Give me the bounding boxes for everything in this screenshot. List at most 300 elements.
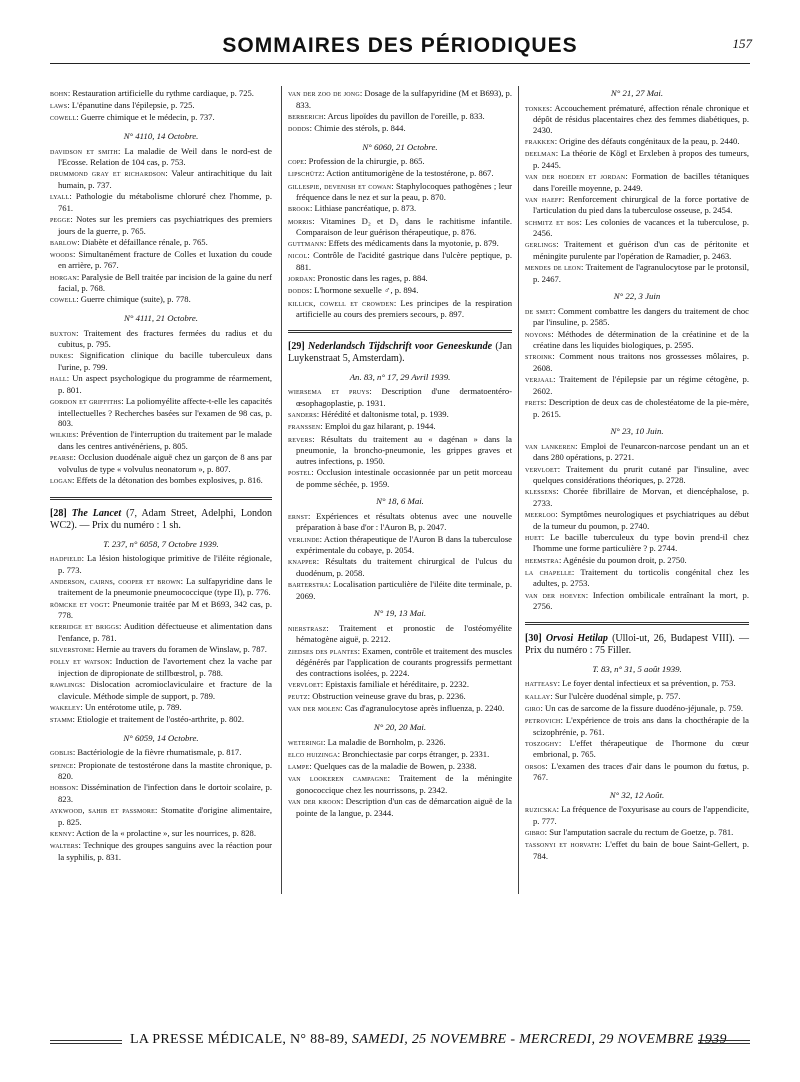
entry-title: : Valeur antirachitique du lait humain, p. 737.	[58, 168, 272, 190]
abstract-entry	[288, 773, 512, 795]
issue-heading: N° 20, 20 Mai.	[373, 721, 427, 732]
entry-title: : Traitement et guérison d'un cas de péritonite et méningite purulente par l'opération de Ramadier, p. 2463.	[533, 239, 749, 261]
entry-title: : Simultanément fracture de Colles et luxation du coude en arrière, p. 767.	[58, 248, 272, 271]
entry-authors: dukes	[50, 351, 72, 361]
entry-list	[288, 156, 512, 320]
entry-list	[50, 146, 272, 306]
entry-authors: dodds	[288, 123, 310, 133]
entry-title: : Technique des groupes sanguins avec la réaction pour la syphilis, p. 831.	[58, 840, 272, 862]
entry-authors: lyall	[50, 192, 70, 202]
journal-number: [28]	[50, 507, 67, 519]
entry-title: : Contrôle de l'acidité gastrique dans l'ulcère peptique, p. 881.	[296, 250, 512, 273]
abstract-entry	[50, 294, 272, 306]
abstract-entry	[525, 567, 749, 589]
abstract-entry	[525, 148, 749, 170]
journal-address: (7, Adam Street, Adelphi, London WC2). — Prix du numéro : 1 sh.	[50, 507, 273, 531]
abstract-entry	[288, 216, 512, 238]
entry-title: : Origine des défauts congénitaux de la peau, p. 2440.	[554, 135, 740, 146]
entry-title: : Infection ombilicale entraînant la mort, p. 2756.	[533, 589, 749, 612]
abstract-entry	[50, 100, 272, 112]
entry-authors: davidson et smith	[50, 146, 118, 156]
abstract-entry	[288, 434, 512, 467]
entry-title: : Chimie des stérols, p. 844.	[309, 122, 406, 133]
entry-authors: van lankeren	[525, 441, 576, 451]
issue-heading: N° 19, 13 Mai.	[373, 608, 427, 619]
entry-authors: jordan	[288, 274, 313, 284]
entry-authors: klessens	[525, 487, 557, 497]
entry-authors: wilkies	[50, 430, 77, 440]
entry-list	[525, 441, 749, 612]
entry-authors: nicol	[288, 251, 308, 261]
entry-authors: folly et watson	[50, 657, 110, 667]
abstract-entry	[525, 103, 749, 136]
entry-title: : Le bacille tuberculeux du type bovin prend-il chez l'homme une forme particulière ? p. 2744.	[533, 531, 749, 554]
footer-rule	[50, 1040, 122, 1044]
issue-heading: N° 23, 10 Juin.	[610, 426, 664, 437]
abstract-entry	[50, 249, 272, 271]
entry-authors: ziedses des plantes	[288, 646, 358, 656]
entry-authors: wiersema et pruys	[288, 387, 370, 397]
abstract-entry	[288, 534, 512, 556]
entry-authors: weteringi	[288, 737, 324, 747]
entry-title: : Traitement du torticolis congénital chez les adultes, p. 2753.	[533, 566, 749, 589]
entry-authors: lipschütz	[288, 169, 323, 179]
page-title: SOMMAIRES DES PÉRIODIQUES	[222, 34, 578, 57]
abstract-entry	[50, 237, 272, 249]
entry-title: : Résultats du traitement au « dagénan » dans la pneumonie, la broncho-pneumonie, les grippes graves et autres infections, p. 1950.	[296, 433, 512, 466]
entry-authors: buxton	[50, 328, 77, 338]
entry-authors: gillespie, devenish et cowan	[288, 181, 392, 191]
entry-title: : Méthodes de détermination de la créatinine et de la créatine dans les liquides biologiques, p. 2595.	[533, 328, 749, 351]
entry-authors: rawlings	[50, 680, 83, 690]
entry-authors: cowell	[50, 295, 77, 305]
abstract-entry	[525, 329, 749, 351]
entry-title: : Occlusion duodénale aiguë chez un garçon de 8 ans par volvulus de type « volvulus neonatorum », p. 807.	[58, 452, 272, 474]
abstract-entry	[288, 623, 512, 645]
entry-title: : Formation de bacilles tétaniques dans l'oreille moyenne, p. 2449.	[533, 170, 749, 193]
entry-title: : Action de la « prolactine », sur les nourrices, p. 828.	[72, 827, 257, 838]
issue-heading: N° 6060, 21 Octobre.	[362, 141, 438, 152]
abstract-entry	[50, 553, 272, 575]
journal-number: [29]	[288, 340, 305, 352]
entry-authors: orsos	[525, 761, 546, 771]
entry-authors: petrovich	[525, 715, 561, 725]
abstract-entry	[50, 396, 272, 429]
entry-authors: lampe	[288, 761, 310, 771]
footer-dates: SAMEDI, 25 NOVEMBRE - MERCREDI, 29 NOVEMBRE 1939	[351, 1032, 727, 1047]
entry-authors: wakeley	[50, 702, 81, 712]
footer-text	[130, 1032, 727, 1048]
entry-authors: elco huizinga	[288, 749, 338, 759]
entry-title: : Pronostic dans les rages, p. 884.	[312, 273, 428, 284]
entry-authors: walters	[50, 841, 79, 851]
entry-authors: römcke et vogt	[50, 599, 108, 609]
entry-title: : Effets des médicaments dans la myotonie, p. 879.	[323, 238, 499, 249]
entry-title: : Un aspect psychologique du programme de réarmement, p. 801.	[58, 373, 272, 395]
abstract-entry	[525, 590, 749, 612]
entry-authors: anderson, cairns, cooper et brown	[50, 576, 181, 586]
entry-authors: frets	[525, 397, 545, 407]
footer-rule	[698, 1040, 750, 1044]
entry-title: : Etiologie et traitement de l'ostéo-arthrite, p. 802.	[72, 714, 244, 725]
entry-title: : Emploi du gaz hilarant, p. 1944.	[320, 421, 436, 432]
column-1	[50, 88, 272, 863]
entry-authors: deelman	[525, 149, 556, 159]
abstract-entry	[50, 475, 272, 487]
entry-authors: hall	[50, 374, 67, 384]
entry-title: : Traitement de l'agranulocytose par le protonsil, p. 2467.	[533, 262, 749, 284]
abstract-entry	[288, 168, 512, 180]
entry-title: : La sulfapyridine dans le traitement de la pneumonie pneumococcique (type II), p. 776.	[58, 575, 273, 598]
abstract-entry	[50, 621, 272, 643]
entry-title: : Emploi de l'eunarcon-narcose pendant un an et dans 280 opérations, p. 2721.	[533, 440, 749, 463]
entry-list	[288, 737, 512, 819]
journal-heading	[288, 341, 512, 365]
entry-authors: verlinde	[288, 534, 320, 544]
entry-authors: ernst	[288, 511, 309, 521]
abstract-entry	[50, 805, 272, 827]
journal-name: Nederlandsch Tijdschrift voor Geneeskunde	[308, 340, 493, 352]
abstract-entry	[288, 156, 512, 168]
entry-authors: aykwood, sahib et passmore	[50, 806, 155, 816]
entry-title: : Paralysie de Bell traitée par incision de la gaine du nerf facial, p. 768.	[58, 271, 272, 294]
entry-title: : L'effet du bain de boue Saint-Gellert, p. 784.	[533, 839, 750, 861]
entry-authors: van der zoo de jong	[288, 89, 360, 98]
issue-heading: T. 237, n° 6058, 7 Octobre 1939.	[103, 538, 219, 549]
abstract-entry	[525, 839, 749, 861]
abstract-entry	[525, 397, 749, 419]
entry-list	[50, 747, 272, 862]
entry-list	[525, 306, 749, 419]
entry-title: : Les colonies de vacances et la tuberculose, p. 2456.	[533, 216, 749, 239]
entry-authors: pearse	[50, 453, 74, 463]
entry-authors: logan	[50, 475, 72, 485]
abstract-entry	[525, 441, 749, 463]
entry-title: : Sur l'ulcère duodénal simple, p. 757.	[550, 690, 681, 701]
entry-authors: bohn	[50, 89, 68, 98]
entry-authors: berberich	[288, 111, 324, 121]
abstract-entry	[288, 511, 512, 533]
abstract-entry	[525, 262, 749, 284]
entry-authors: postel	[288, 467, 312, 477]
entry-authors: frakken	[525, 136, 555, 146]
abstract-entry	[525, 136, 749, 148]
abstract-entry	[288, 250, 512, 272]
entry-authors: goblis	[50, 748, 73, 758]
issue-heading: N° 6059, 14 Octobre.	[123, 732, 199, 743]
issue-heading: N° 4110, 14 Octobre.	[123, 130, 199, 141]
entry-list	[525, 103, 749, 285]
entry-authors: laws	[50, 101, 68, 111]
entry-title: : Traitement et pronostic de l'ostéomyélite hématogène aiguë, p. 2212.	[296, 622, 512, 645]
header-rule	[50, 63, 750, 64]
entry-title: : La maladie de Weil dans le nord-est de l'Ecosse. Relation de 104 cas, p. 753.	[58, 145, 272, 168]
column-2	[288, 88, 512, 819]
abstract-entry	[288, 409, 512, 421]
abstract-entry	[288, 273, 512, 285]
issue-heading: N° 32, 12 Août.	[609, 789, 665, 800]
abstract-entry	[50, 599, 272, 621]
abstract-entry	[50, 88, 272, 100]
abstract-entry	[525, 532, 749, 554]
section-divider	[525, 622, 749, 625]
entry-authors: silverstone	[50, 645, 92, 655]
entry-title: : La poliomyélite affecte-t-elle les capacités intellectuelles ? Recherches basées sur l'examen de 98 cas, p. 803.	[58, 395, 272, 429]
entry-title: : Résultats du traitement chirurgical de l'ulcus du duodénum, p. 2058.	[296, 556, 512, 578]
entry-authors: stamm	[50, 715, 73, 725]
entry-title: : Guerre chimique et le médecin, p. 737.	[76, 112, 215, 123]
abstract-entry	[288, 123, 512, 135]
abstract-entry	[50, 840, 272, 862]
entry-authors: van der hoeden et jordan	[525, 171, 626, 181]
abstract-entry	[50, 146, 272, 168]
abstract-entry	[525, 351, 749, 373]
journal-number: [30]	[525, 632, 542, 644]
entry-title: : Action antitumorigène de la testostérone, p. 867.	[322, 168, 494, 179]
abstract-entry	[525, 217, 749, 239]
abstract-entry	[525, 171, 749, 193]
abstract-entry	[50, 214, 272, 236]
abstract-entry	[288, 111, 512, 123]
footer-journal: LA PRESSE MÉDICALE, N°	[130, 1032, 307, 1047]
abstract-entry	[288, 386, 512, 408]
entry-title: : Obstruction veineuse grave du bras, p. 2236.	[307, 691, 466, 702]
entry-authors: vervloet	[525, 464, 558, 474]
entry-title: : Expériences et résultats obtenus avec une nouvelle préparation à base d'or : l'Auron B, p. 2047.	[296, 510, 512, 533]
entry-list	[525, 804, 749, 861]
issue-heading: T. 83, n° 31, 5 août 1939.	[592, 663, 682, 674]
entry-title: : La théorie de Kögl et Erxleben à propos des tumeurs, p. 2445.	[533, 148, 749, 170]
entry-title: : La fréquence de l'oxyurisase au cours de l'appendicite, p. 777.	[533, 804, 749, 826]
abstract-entry	[50, 644, 272, 656]
journal-address: (Jan Luykenstraat 5, Amsterdam).	[288, 340, 513, 364]
issue-heading: N° 22, 3 Juin	[613, 291, 661, 302]
entry-title: : Epistaxis familiale et héréditaire, p. 2232.	[320, 679, 469, 689]
entry-title: : Lithiase pancréatique, p. 873.	[310, 203, 417, 214]
entry-list	[50, 553, 272, 726]
abstract-entry	[50, 328, 272, 350]
entry-authors: giro	[525, 703, 541, 713]
abstract-entry	[288, 203, 512, 215]
entry-list	[288, 511, 512, 602]
entry-list	[288, 88, 512, 135]
abstract-entry	[50, 782, 272, 804]
entry-authors: spence	[50, 760, 74, 770]
entry-authors: pegge	[50, 214, 71, 224]
abstract-entry	[525, 464, 749, 486]
page-footer	[50, 1030, 750, 1052]
entry-authors: brook	[288, 204, 311, 214]
entry-title: : Accouchement prématuré, affection rénale chronique et dépôt de résidus placentaires chez des femmes diabétiques, p. 2430.	[533, 102, 749, 135]
entry-title: : La lésion histologique primitive de l'iléite régionale, p. 773.	[58, 553, 272, 575]
entry-authors: kerridge et briggs	[50, 622, 119, 632]
entry-list	[50, 88, 272, 124]
entry-authors: van der hoeven	[525, 590, 586, 600]
abstract-entry	[50, 191, 272, 213]
entry-title: : Hernie au travers du foramen de Winslaw, p. 787.	[91, 644, 267, 655]
abstract-entry	[525, 804, 749, 826]
abstract-entry	[288, 467, 512, 489]
issue-heading: An. 83, n° 17, 29 Avril 1939.	[349, 371, 451, 382]
entry-title: : Occlusion intestinale occasionnée par un petit morceau de pomme séchée, p. 1959.	[296, 466, 512, 489]
abstract-entry	[50, 168, 272, 190]
entry-title: : Staphylocoques pathogènes ; leur fréquence dans le nez et sur la peau, p. 870.	[296, 180, 513, 203]
abstract-entry	[288, 238, 512, 250]
abstract-entry	[288, 421, 512, 433]
entry-authors: van lookeren campagne	[288, 774, 388, 784]
entry-title: : Effets de la détonation des bombes explosives, p. 816.	[72, 474, 263, 485]
issue-heading: N° 21, 27 Mai.	[610, 88, 664, 98]
section-divider	[50, 497, 272, 500]
entry-title: : Localisation particulière de l'iléite dite terminale, p. 2069.	[296, 579, 512, 601]
entry-title: : Un entérotome utile, p. 789.	[80, 701, 182, 712]
entry-title: : Prévention de l'interruption du traitement par le malade dans les centres antivénériens, p. 805.	[58, 429, 272, 451]
entry-title: : L'épanutine dans l'épilepsie, p. 725.	[67, 100, 195, 111]
entry-authors: peutz	[288, 692, 308, 702]
abstract-entry	[50, 373, 272, 395]
entry-title: : Sur l'amputation sacrale du rectum de Goetze, p. 781.	[544, 827, 734, 838]
column-3	[525, 88, 749, 862]
abstract-entry	[288, 88, 512, 110]
abstract-entry	[525, 827, 749, 839]
entry-title: : Dosage de la sulfapyridine (M et B693), p. 833.	[296, 88, 512, 110]
entry-list	[50, 328, 272, 487]
abstract-entry	[525, 374, 749, 396]
entry-title: : Description de deux cas de cholestéatome de la pie-mère, p. 2615.	[533, 396, 749, 419]
abstract-entry	[525, 678, 749, 690]
entry-authors: hatteasy	[525, 679, 558, 689]
entry-title: : Les principes de la respiration artificielle au cours des premiers secours, p. 897.	[296, 297, 512, 320]
abstract-entry	[288, 691, 512, 703]
entry-authors: tonkes	[525, 103, 550, 113]
abstract-entry	[288, 285, 512, 297]
issue-heading: N° 4111, 21 Octobre.	[124, 313, 198, 324]
abstract-entry	[288, 737, 512, 749]
entry-authors: killick, cowell et crowden	[288, 298, 394, 308]
entry-title: : Le foyer dental infectieux et sa prévention, p. 753.	[557, 678, 736, 689]
entry-title: : Arcus lipoïdes du pavillon de l'oreille, p. 833.	[323, 110, 485, 121]
issue-heading: N° 18, 6 Mai.	[376, 496, 424, 507]
abstract-entry	[525, 703, 749, 715]
entry-authors: hobson	[50, 783, 76, 793]
abstract-entry	[50, 828, 272, 840]
entry-title: : Cas d'agranulocytose après influenza, p. 2240.	[340, 703, 505, 714]
entry-authors: cope	[288, 157, 305, 167]
entry-title: : Description d'une dermatoentéro-œsophagoplastie, p. 1931.	[296, 386, 512, 408]
entry-authors: van der kroon	[288, 796, 341, 806]
entry-authors: mendes de leon	[525, 263, 581, 273]
entry-authors: schmitz et bos	[525, 217, 580, 227]
abstract-entry	[50, 576, 272, 598]
entry-authors: vervloet	[288, 680, 321, 689]
journal-name: Orvosi Hetilap	[545, 632, 608, 644]
entry-authors: kallay	[525, 691, 551, 701]
abstract-entry	[288, 298, 512, 320]
abstract-entry	[525, 738, 749, 760]
entry-title: : Comment combattre les dangers du traitement de choc par l'insuline, p. 2585.	[533, 305, 749, 328]
entry-authors: tassonyi et horvath	[525, 840, 600, 850]
entry-title: : L'effet thérapeutique de l'hormone du cœur embrional, p. 765.	[533, 737, 749, 760]
entry-authors: dodds	[288, 286, 310, 296]
entry-authors: drummond gray et richardson	[50, 169, 166, 179]
entry-authors: toszoghy	[525, 738, 559, 748]
page-header	[0, 0, 800, 70]
journal-heading	[50, 508, 272, 532]
entry-title: : Traitement des fractures fermées du radius et du cubitus, p. 795.	[58, 327, 272, 350]
entry-list	[288, 386, 512, 489]
journal-address: (Ulloi-ut, 26, Budapest VIII). — Prix du numéro : 75 Filler.	[525, 632, 750, 656]
entry-authors: cowell	[50, 113, 77, 123]
footer-numbers: 88-89,	[310, 1032, 349, 1047]
entry-title: : Pneumonie traitée par M et B693, 342 cas, p. 778.	[58, 598, 273, 621]
entry-authors: morris	[288, 216, 313, 226]
entry-title: : Traitement du prurit cutané par l'insuline, avec quelques considérations théoriques, p. 2728.	[533, 463, 749, 486]
abstract-entry	[288, 556, 512, 578]
abstract-entry	[525, 691, 749, 703]
entry-authors: barlow	[50, 237, 78, 247]
abstract-entry	[50, 272, 272, 294]
entry-title: : Bronchiectasie par corps étranger, p. 2331.	[337, 748, 490, 759]
abstract-entry	[50, 112, 272, 124]
entry-title: : Examen, contrôle et traitement des muscles dégénérés par l'application de courants progressifs permettant des contractions isolées, p. 2224.	[296, 645, 512, 678]
abstract-entry	[525, 306, 749, 328]
entry-authors: woods	[50, 249, 73, 259]
entry-title: : Description d'un cas de démarcation aiguë de la pointe de la langue, p. 2344.	[296, 795, 512, 818]
entry-authors: heemstra	[525, 555, 559, 565]
entry-list	[288, 623, 512, 715]
entry-authors: noyons	[525, 329, 552, 339]
entry-authors: van der molen	[288, 704, 341, 714]
entry-authors: huet	[525, 532, 542, 542]
entry-title: : Audition défectueuse et alimentation dans l'enfance, p. 781.	[58, 621, 272, 644]
entry-title: : Dissémination de l'infection dans le dortoir scolaire, p. 823.	[58, 782, 272, 804]
section-divider	[288, 330, 512, 333]
entry-authors: franssen	[288, 422, 321, 432]
entry-title: : Bactériologie de la fièvre rhumatismale, p. 817.	[72, 747, 242, 758]
entry-title: : Hérédité et daltonisme total, p. 1939.	[316, 409, 449, 420]
entry-title: : Restauration artificielle du rythme cardiaque, p. 725.	[67, 88, 254, 98]
entry-title: : Symptômes neurologiques et psychiatriques au début de la tumeur du poumon, p. 2740.	[533, 509, 749, 531]
entry-title: : Notes sur les premiers cas psychiatriques des premiers jours de la guerre, p. 765.	[58, 213, 272, 236]
entry-authors: gordon et griffiths	[50, 396, 122, 406]
abstract-entry	[50, 679, 272, 701]
entry-title: : Stomatite d'origine alimentaire, p. 825.	[58, 805, 272, 827]
page-number: 157	[732, 36, 752, 51]
entry-title: : Diabète et défaillance rénale, p. 765.	[77, 236, 208, 247]
entry-title: : Pathologie du métabolisme chloruré chez l'homme, p. 761.	[58, 191, 272, 213]
abstract-entry	[50, 747, 272, 759]
abstract-entry	[288, 646, 512, 679]
abstract-entry	[525, 239, 749, 261]
entry-title: : Profession de la chirurgie, p. 865.	[304, 156, 425, 167]
journal-heading	[525, 633, 749, 657]
entry-title: : L'hormone sexuelle ♂, p. 894.	[309, 285, 419, 296]
entry-authors: guttmann	[288, 239, 324, 249]
abstract-entry	[525, 486, 749, 508]
abstract-entry	[525, 509, 749, 531]
entry-authors: nierstrasz	[288, 623, 327, 633]
entry-title: : Un cas de sarcome de la fissure duodéno-jéjunale, p. 759.	[540, 702, 744, 713]
entry-authors: gerlings	[525, 240, 557, 250]
abstract-entry	[50, 429, 272, 451]
abstract-entry	[288, 796, 512, 818]
abstract-entry	[525, 194, 749, 216]
abstract-entry	[525, 555, 749, 567]
entry-authors: meerloo	[525, 510, 556, 520]
entry-authors: ruzicska	[525, 805, 557, 815]
entry-title: : Propionate de testostérone dans la mastite chronique, p. 820.	[58, 759, 272, 782]
column-divider	[281, 86, 282, 894]
